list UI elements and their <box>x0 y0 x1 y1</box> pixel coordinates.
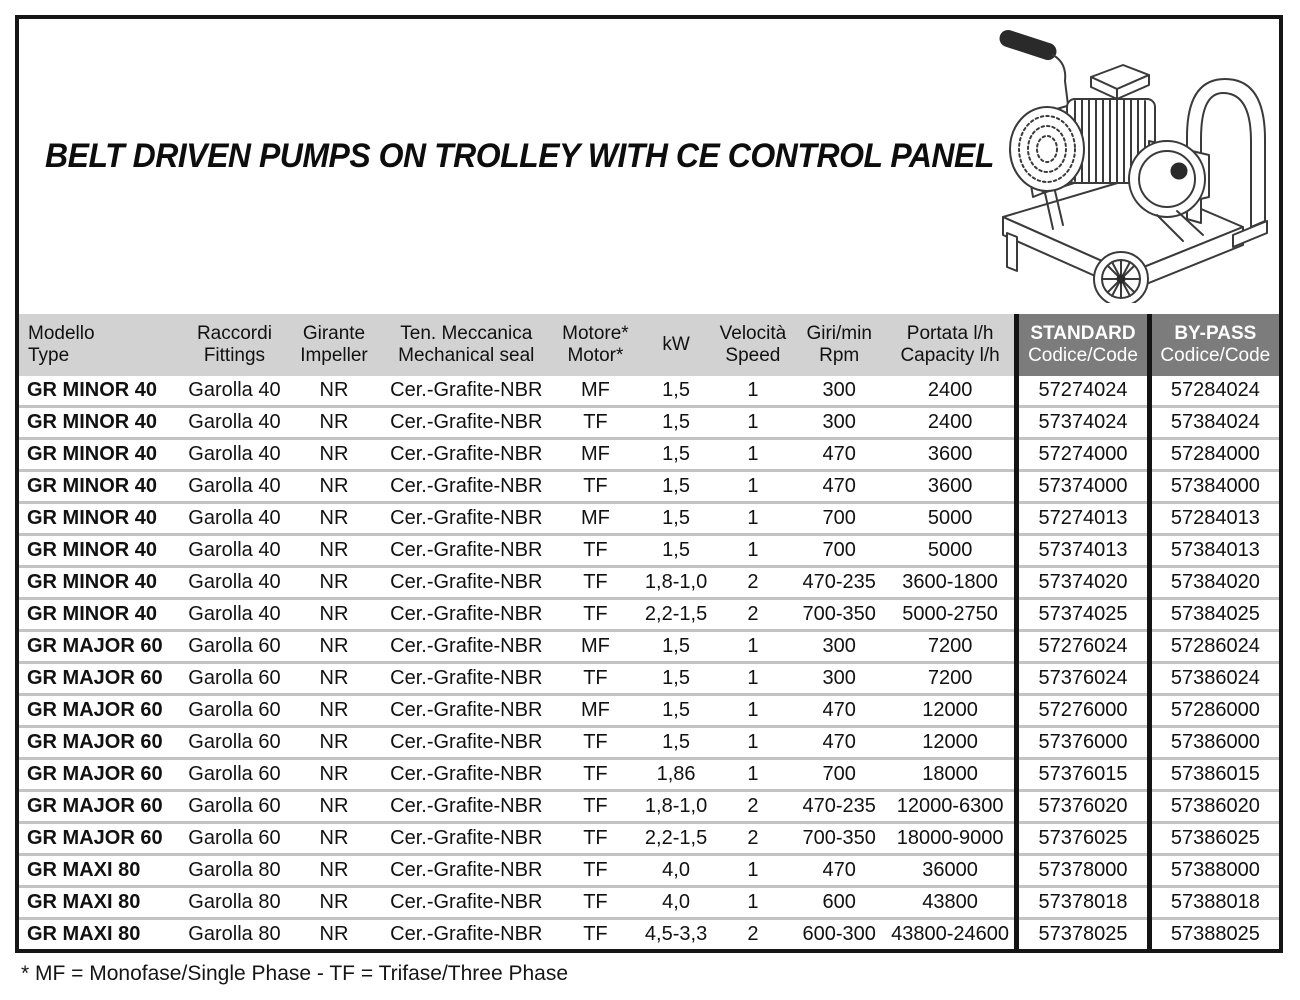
cell-kw: 4,5-3,3 <box>639 919 713 950</box>
cell-motor: TF <box>552 599 639 631</box>
cell-seal: Cer.-Grafite-NBR <box>381 599 552 631</box>
cell-fittings: Garolla 60 <box>182 823 288 855</box>
cell-impeller: NR <box>287 439 380 471</box>
cell-speed: 2 <box>713 791 792 823</box>
cell-model: GR MAXI 80 <box>19 887 182 919</box>
cell-capacity: 43800-24600 <box>886 919 1017 950</box>
cell-capacity: 3600 <box>886 439 1017 471</box>
trolley-handle <box>998 28 1069 113</box>
cell-model: GR MINOR 40 <box>19 471 182 503</box>
table-row <box>19 376 1279 407</box>
cell-seal: Cer.-Grafite-NBR <box>381 663 552 695</box>
cell-rpm: 700-350 <box>793 599 886 631</box>
cell-kw: 1,5 <box>639 663 713 695</box>
cell-standard-code: 57378000 <box>1017 855 1149 887</box>
cell-capacity: 18000-9000 <box>886 823 1017 855</box>
cell-standard-code: 57276024 <box>1017 631 1149 663</box>
cell-speed: 1 <box>713 887 792 919</box>
cell-capacity: 7200 <box>886 663 1017 695</box>
table-row <box>19 823 1279 855</box>
cell-fittings: Garolla 60 <box>182 759 288 791</box>
cell-speed: 1 <box>713 376 792 407</box>
cell-impeller: NR <box>287 663 380 695</box>
cell-rpm: 470 <box>793 471 886 503</box>
cell-bypass-code: 57284013 <box>1149 503 1279 535</box>
cell-speed: 1 <box>713 631 792 663</box>
cell-impeller: NR <box>287 919 380 950</box>
cell-bypass-code: 57286000 <box>1149 695 1279 727</box>
cell-speed: 1 <box>713 439 792 471</box>
cell-capacity: 12000-6300 <box>886 791 1017 823</box>
cell-standard-code: 57274000 <box>1017 439 1149 471</box>
cell-bypass-code: 57386015 <box>1149 759 1279 791</box>
table-row <box>19 471 1279 503</box>
cell-fittings: Garolla 60 <box>182 727 288 759</box>
cell-model: GR MAJOR 60 <box>19 727 182 759</box>
cell-kw: 1,5 <box>639 535 713 567</box>
cell-capacity: 2400 <box>886 407 1017 439</box>
cell-bypass-code: 57384025 <box>1149 599 1279 631</box>
cell-standard-code: 57376015 <box>1017 759 1149 791</box>
pump-spec-table <box>19 314 1279 949</box>
cell-rpm: 600 <box>793 887 886 919</box>
page-frame <box>15 15 1283 953</box>
cell-impeller: NR <box>287 471 380 503</box>
cell-impeller: NR <box>287 727 380 759</box>
cell-speed: 2 <box>713 567 792 599</box>
cell-speed: 2 <box>713 823 792 855</box>
cell-seal: Cer.-Grafite-NBR <box>381 503 552 535</box>
cell-bypass-code: 57384013 <box>1149 535 1279 567</box>
cell-motor: MF <box>552 631 639 663</box>
col-header-capacity: Portata l/h Capacity l/h <box>886 314 1017 376</box>
cell-capacity: 36000 <box>886 855 1017 887</box>
cell-bypass-code: 57386020 <box>1149 791 1279 823</box>
cell-standard-code: 57374024 <box>1017 407 1149 439</box>
table-row <box>19 567 1279 599</box>
cell-bypass-code: 57388000 <box>1149 855 1279 887</box>
cell-impeller: NR <box>287 823 380 855</box>
cell-rpm: 470 <box>793 439 886 471</box>
cell-model: GR MINOR 40 <box>19 535 182 567</box>
cell-model: GR MINOR 40 <box>19 407 182 439</box>
cell-seal: Cer.-Grafite-NBR <box>381 727 552 759</box>
col-header-kw: kW <box>639 314 713 376</box>
cell-motor: TF <box>552 887 639 919</box>
table-row <box>19 887 1279 919</box>
cell-rpm: 700 <box>793 535 886 567</box>
cell-kw: 2,2-1,5 <box>639 823 713 855</box>
cell-standard-code: 57274013 <box>1017 503 1149 535</box>
cell-standard-code: 57276000 <box>1017 695 1149 727</box>
table-row <box>19 919 1279 950</box>
cell-model: GR MINOR 40 <box>19 599 182 631</box>
cell-fittings: Garolla 40 <box>182 567 288 599</box>
cell-standard-code: 57378025 <box>1017 919 1149 950</box>
cell-speed: 1 <box>713 471 792 503</box>
cell-impeller: NR <box>287 407 380 439</box>
cell-bypass-code: 57386025 <box>1149 823 1279 855</box>
cell-motor: MF <box>552 695 639 727</box>
cell-model: GR MAJOR 60 <box>19 663 182 695</box>
cell-capacity: 5000-2750 <box>886 599 1017 631</box>
col-header-rpm: Giri/min Rpm <box>793 314 886 376</box>
cell-fittings: Garolla 60 <box>182 791 288 823</box>
cell-rpm: 600-300 <box>793 919 886 950</box>
cell-model: GR MAJOR 60 <box>19 631 182 663</box>
table-row <box>19 439 1279 471</box>
motor-legend-footnote: * MF = Monofase/Single Phase - TF = Trifase/Three Phase <box>21 962 569 985</box>
cell-standard-code: 57376000 <box>1017 727 1149 759</box>
cell-model: GR MINOR 40 <box>19 567 182 599</box>
cell-bypass-code: 57388025 <box>1149 919 1279 950</box>
cell-capacity: 12000 <box>886 727 1017 759</box>
cell-seal: Cer.-Grafite-NBR <box>381 535 552 567</box>
cell-rpm: 300 <box>793 663 886 695</box>
cell-speed: 1 <box>713 695 792 727</box>
cell-rpm: 300 <box>793 407 886 439</box>
cell-standard-code: 57374020 <box>1017 567 1149 599</box>
table-row <box>19 759 1279 791</box>
cell-impeller: NR <box>287 376 380 407</box>
cell-motor: TF <box>552 663 639 695</box>
cell-speed: 1 <box>713 663 792 695</box>
cell-speed: 1 <box>713 855 792 887</box>
col-header-impeller: Girante Impeller <box>287 314 380 376</box>
cell-standard-code: 57376020 <box>1017 791 1149 823</box>
cell-impeller: NR <box>287 503 380 535</box>
col-header-standard-code: STANDARD Codice/Code <box>1017 314 1149 376</box>
cell-seal: Cer.-Grafite-NBR <box>381 471 552 503</box>
cell-fittings: Garolla 40 <box>182 535 288 567</box>
col-header-fittings: Raccordi Fittings <box>182 314 288 376</box>
cell-impeller: NR <box>287 791 380 823</box>
cell-rpm: 470 <box>793 695 886 727</box>
cell-capacity: 7200 <box>886 631 1017 663</box>
cell-rpm: 300 <box>793 376 886 407</box>
cell-fittings: Garolla 60 <box>182 663 288 695</box>
cell-seal: Cer.-Grafite-NBR <box>381 376 552 407</box>
cell-kw: 4,0 <box>639 855 713 887</box>
cell-impeller: NR <box>287 631 380 663</box>
col-header-motor: Motore* Motor* <box>552 314 639 376</box>
cell-impeller: NR <box>287 599 380 631</box>
cell-standard-code: 57274024 <box>1017 376 1149 407</box>
cell-impeller: NR <box>287 695 380 727</box>
cell-kw: 1,5 <box>639 727 713 759</box>
table-row <box>19 791 1279 823</box>
cell-speed: 1 <box>713 759 792 791</box>
cell-seal: Cer.-Grafite-NBR <box>381 759 552 791</box>
cell-fittings: Garolla 60 <box>182 695 288 727</box>
cell-model: GR MAXI 80 <box>19 855 182 887</box>
col-header-seal: Ten. Meccanica Mechanical seal <box>381 314 552 376</box>
cell-fittings: Garolla 40 <box>182 599 288 631</box>
cell-fittings: Garolla 60 <box>182 631 288 663</box>
cell-seal: Cer.-Grafite-NBR <box>381 855 552 887</box>
cell-seal: Cer.-Grafite-NBR <box>381 887 552 919</box>
cell-speed: 2 <box>713 919 792 950</box>
cell-capacity: 5000 <box>886 535 1017 567</box>
cell-bypass-code: 57284000 <box>1149 439 1279 471</box>
header-row <box>19 314 1279 376</box>
table-row <box>19 503 1279 535</box>
cell-fittings: Garolla 40 <box>182 376 288 407</box>
cell-motor: TF <box>552 567 639 599</box>
cell-capacity: 3600 <box>886 471 1017 503</box>
cell-rpm: 700 <box>793 503 886 535</box>
cell-motor: MF <box>552 376 639 407</box>
cell-speed: 2 <box>713 599 792 631</box>
cell-motor: TF <box>552 759 639 791</box>
table-row <box>19 855 1279 887</box>
cell-speed: 1 <box>713 503 792 535</box>
cell-standard-code: 57374000 <box>1017 471 1149 503</box>
cell-motor: TF <box>552 471 639 503</box>
cell-rpm: 470 <box>793 727 886 759</box>
cell-seal: Cer.-Grafite-NBR <box>381 439 552 471</box>
cell-seal: Cer.-Grafite-NBR <box>381 631 552 663</box>
table-row <box>19 599 1279 631</box>
cell-motor: MF <box>552 439 639 471</box>
cell-rpm: 700 <box>793 759 886 791</box>
cell-impeller: NR <box>287 567 380 599</box>
cell-impeller: NR <box>287 759 380 791</box>
col-header-speed: Velocità Speed <box>713 314 792 376</box>
trolley-wheel <box>1094 252 1148 303</box>
cell-fittings: Garolla 40 <box>182 407 288 439</box>
cell-kw: 4,0 <box>639 887 713 919</box>
cell-bypass-code: 57384000 <box>1149 471 1279 503</box>
cell-impeller: NR <box>287 855 380 887</box>
cell-kw: 1,5 <box>639 471 713 503</box>
page-title: BELT DRIVEN PUMPS ON TROLLEY WITH CE CONTROL PANEL <box>45 137 994 175</box>
cell-speed: 1 <box>713 407 792 439</box>
cell-model: GR MINOR 40 <box>19 503 182 535</box>
cell-model: GR MAJOR 60 <box>19 695 182 727</box>
cell-bypass-code: 57388018 <box>1149 887 1279 919</box>
col-header-bypass-code: BY-PASS Codice/Code <box>1149 314 1279 376</box>
cell-fittings: Garolla 40 <box>182 439 288 471</box>
cell-capacity: 5000 <box>886 503 1017 535</box>
cell-kw: 1,5 <box>639 376 713 407</box>
table-row <box>19 631 1279 663</box>
trolley-leg <box>1007 233 1017 271</box>
col-header-model: Modello Type <box>19 314 182 376</box>
cell-standard-code: 57374025 <box>1017 599 1149 631</box>
cell-kw: 2,2-1,5 <box>639 599 713 631</box>
cell-kw: 1,5 <box>639 631 713 663</box>
cell-capacity: 2400 <box>886 376 1017 407</box>
cell-fittings: Garolla 40 <box>182 471 288 503</box>
cell-motor: TF <box>552 791 639 823</box>
cell-seal: Cer.-Grafite-NBR <box>381 407 552 439</box>
cell-rpm: 700-350 <box>793 823 886 855</box>
cell-seal: Cer.-Grafite-NBR <box>381 567 552 599</box>
cell-kw: 1,5 <box>639 503 713 535</box>
cell-kw: 1,8-1,0 <box>639 567 713 599</box>
cell-capacity: 3600-1800 <box>886 567 1017 599</box>
cell-kw: 1,8-1,0 <box>639 791 713 823</box>
cell-bypass-code: 57286024 <box>1149 631 1279 663</box>
cell-motor: TF <box>552 919 639 950</box>
cell-standard-code: 57376025 <box>1017 823 1149 855</box>
motor-fan-cover <box>1010 107 1084 191</box>
table-row <box>19 663 1279 695</box>
cell-model: GR MAXI 80 <box>19 919 182 950</box>
cell-model: GR MINOR 40 <box>19 376 182 407</box>
cell-rpm: 470 <box>793 855 886 887</box>
cell-rpm: 470-235 <box>793 567 886 599</box>
cell-standard-code: 57376024 <box>1017 663 1149 695</box>
cell-bypass-code: 57284024 <box>1149 376 1279 407</box>
cell-capacity: 43800 <box>886 887 1017 919</box>
spec-table-container <box>19 314 1279 949</box>
cell-bypass-code: 57386000 <box>1149 727 1279 759</box>
cell-standard-code: 57374013 <box>1017 535 1149 567</box>
cell-motor: TF <box>552 855 639 887</box>
cell-seal: Cer.-Grafite-NBR <box>381 823 552 855</box>
table-row <box>19 407 1279 439</box>
cell-kw: 1,5 <box>639 695 713 727</box>
cell-motor: TF <box>552 823 639 855</box>
table-row <box>19 535 1279 567</box>
cell-capacity: 18000 <box>886 759 1017 791</box>
cell-fittings: Garolla 40 <box>182 503 288 535</box>
cell-seal: Cer.-Grafite-NBR <box>381 791 552 823</box>
cell-motor: TF <box>552 727 639 759</box>
cell-motor: TF <box>552 535 639 567</box>
cell-impeller: NR <box>287 887 380 919</box>
cell-bypass-code: 57384020 <box>1149 567 1279 599</box>
cell-speed: 1 <box>713 535 792 567</box>
cell-model: GR MAJOR 60 <box>19 759 182 791</box>
cell-bypass-code: 57386024 <box>1149 663 1279 695</box>
table-row <box>19 695 1279 727</box>
cell-fittings: Garolla 80 <box>182 887 288 919</box>
cell-model: GR MAJOR 60 <box>19 823 182 855</box>
cell-motor: MF <box>552 503 639 535</box>
cell-capacity: 12000 <box>886 695 1017 727</box>
cell-speed: 1 <box>713 727 792 759</box>
cell-kw: 1,5 <box>639 407 713 439</box>
table-row <box>19 727 1279 759</box>
cell-standard-code: 57378018 <box>1017 887 1149 919</box>
cell-rpm: 300 <box>793 631 886 663</box>
cell-fittings: Garolla 80 <box>182 919 288 950</box>
cell-model: GR MINOR 40 <box>19 439 182 471</box>
cell-motor: TF <box>552 407 639 439</box>
cell-kw: 1,5 <box>639 439 713 471</box>
cell-seal: Cer.-Grafite-NBR <box>381 695 552 727</box>
cell-model: GR MAJOR 60 <box>19 791 182 823</box>
cell-fittings: Garolla 80 <box>182 855 288 887</box>
pump-trolley-illustration <box>971 21 1277 303</box>
cell-impeller: NR <box>287 535 380 567</box>
cell-bypass-code: 57384024 <box>1149 407 1279 439</box>
cell-kw: 1,86 <box>639 759 713 791</box>
cell-rpm: 470-235 <box>793 791 886 823</box>
cell-seal: Cer.-Grafite-NBR <box>381 919 552 950</box>
